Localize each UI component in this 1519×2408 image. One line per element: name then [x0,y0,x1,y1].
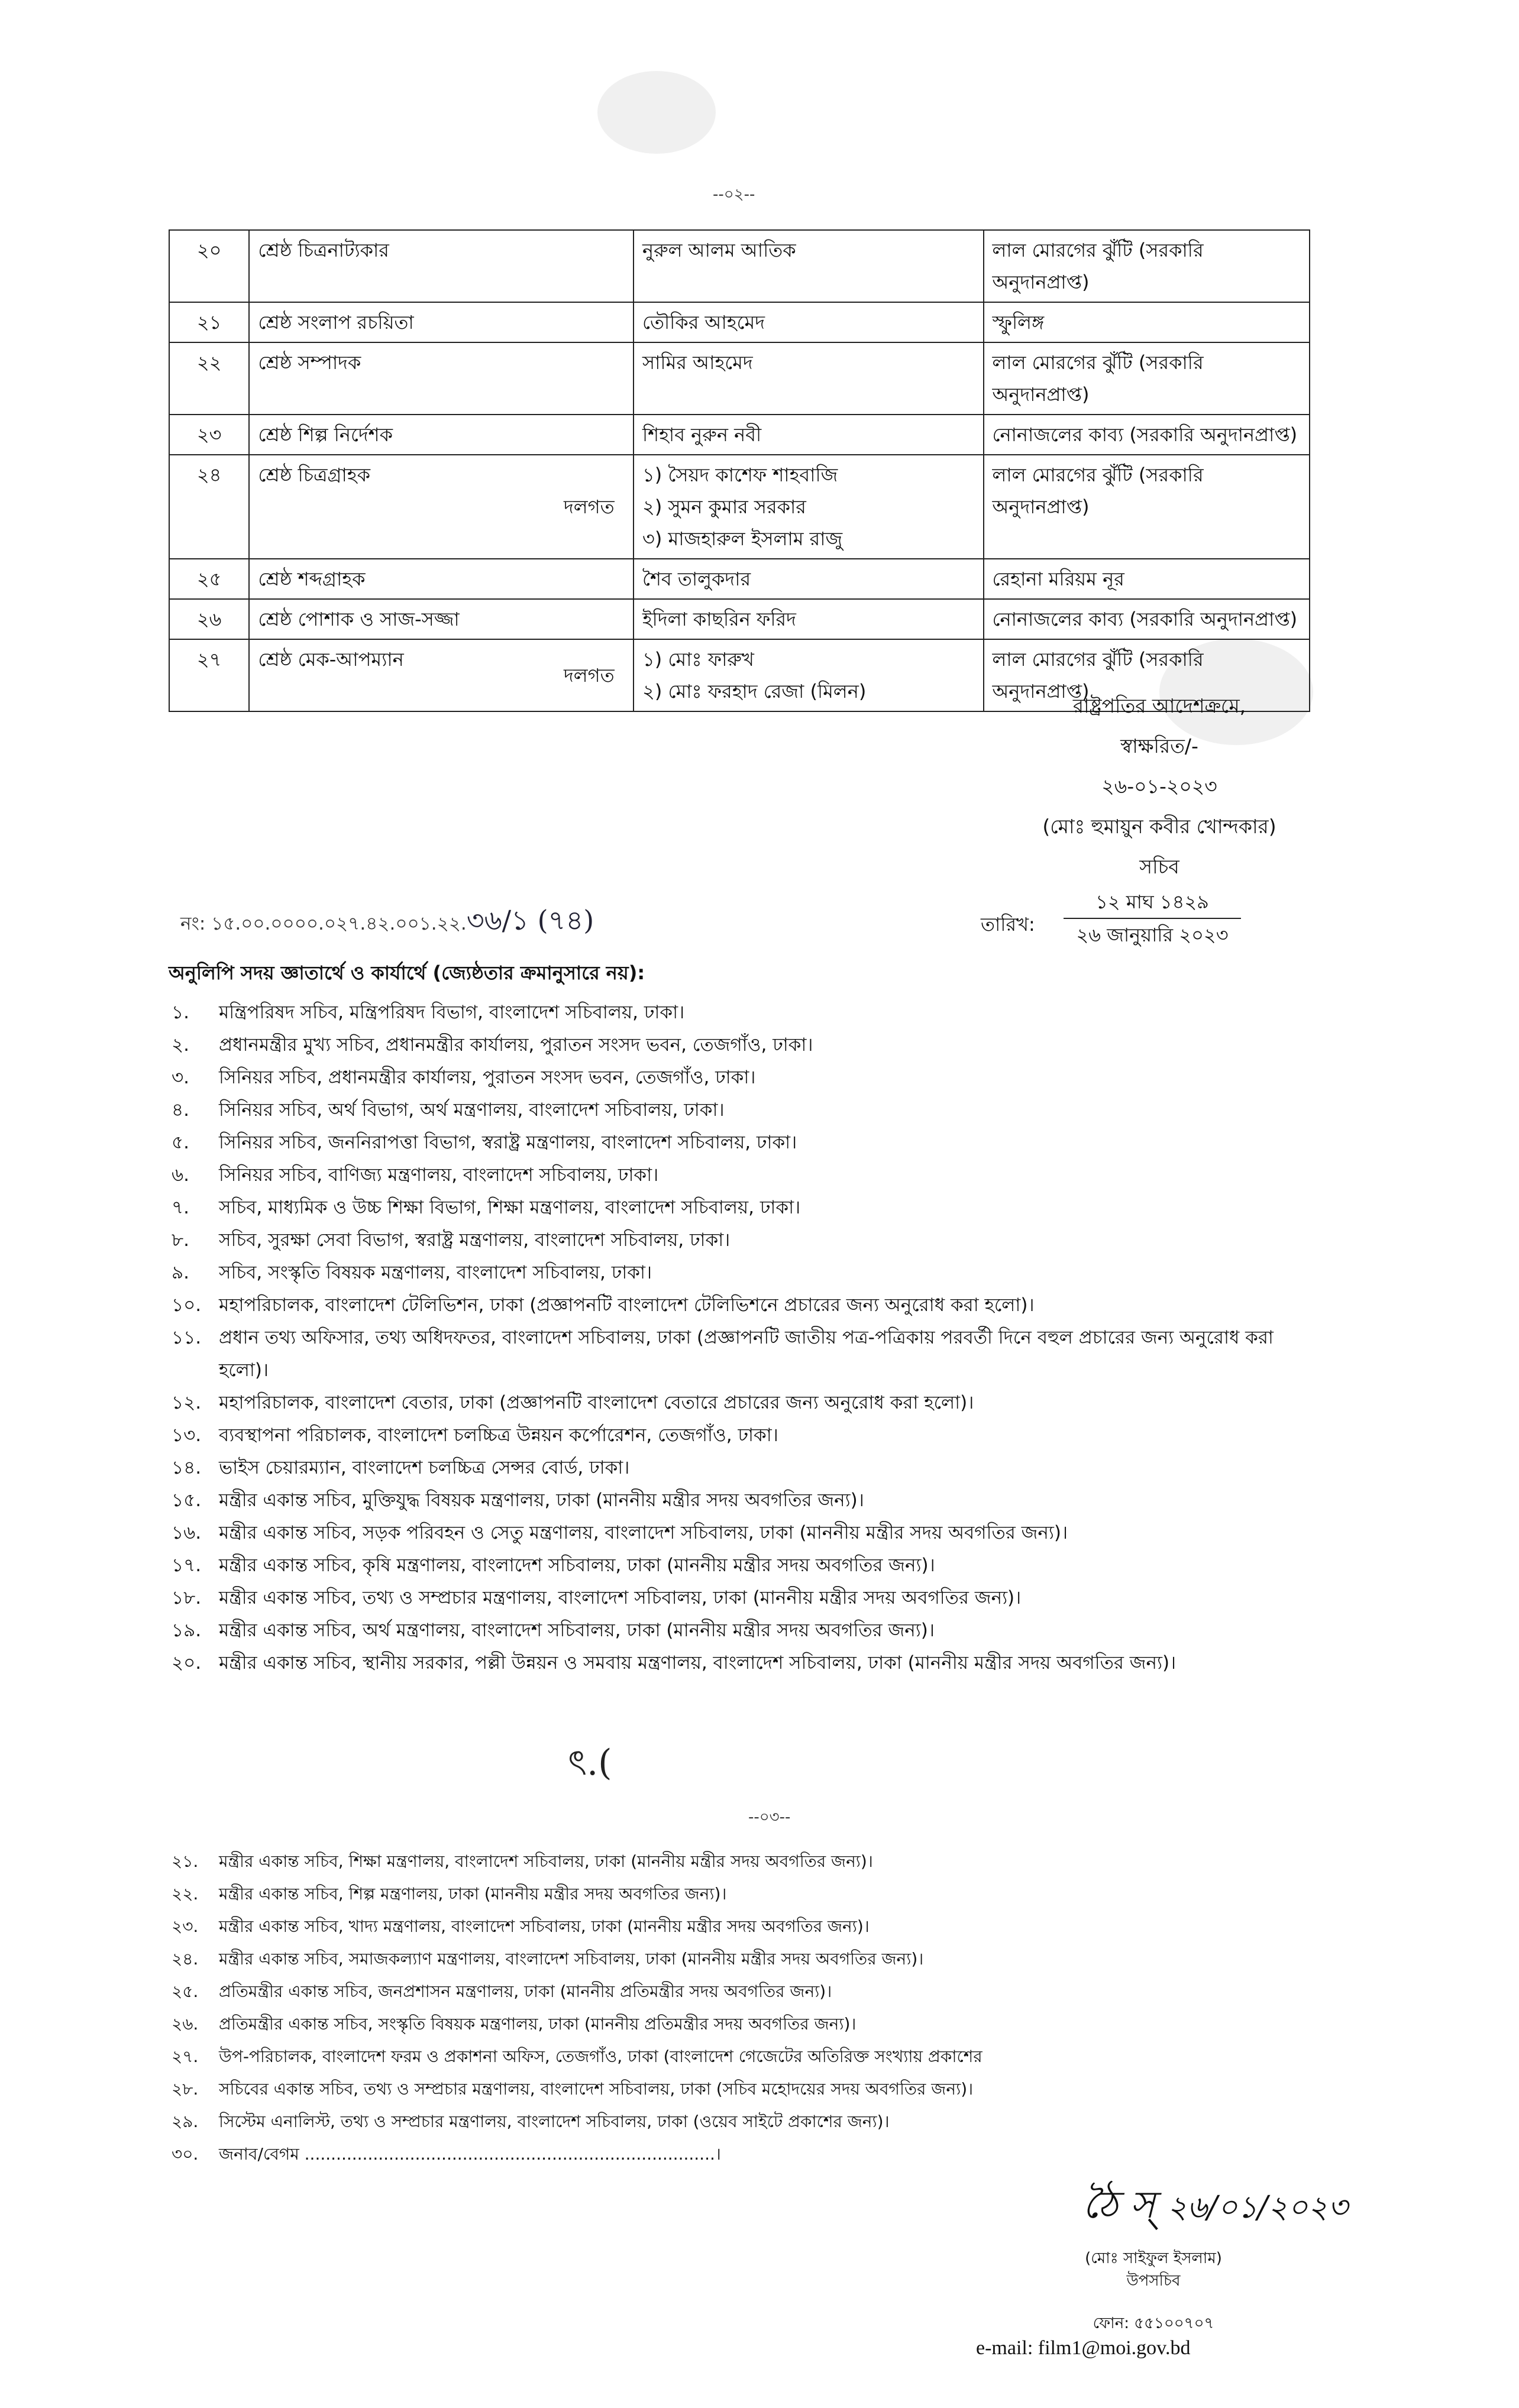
copy-list-item [172,1192,1325,1224]
winner-names [634,455,984,559]
copy-list-item [172,1289,1325,1322]
copy-item-text: উপ-পরিচালক, বাংলাদেশ ফরম ও প্রকাশনা অফিস, তেজগাঁও, ঢাকা (বাংলাদেশ গেজেটের অতিরিক্ত সংখ্যায় প্রকাশের [219,2047,982,2066]
copy-item-number: ৩. [172,1067,190,1088]
signed-note: স্বাক্ষরিত/- [1120,734,1198,758]
award-row [169,599,1310,639]
film-title: নোনাজলের কাব্য (সরকারি অনুদানপ্রাপ্ত) [984,415,1310,455]
copy-item-number: ২৬. [172,2014,199,2034]
award-row [169,559,1310,599]
award-row [169,415,1310,455]
copy-list-item [172,2105,1325,2138]
award-number: ২৪ [169,455,249,559]
copy-item-text: সচিবের একান্ত সচিব, তথ্য ও সম্প্রচার মন্ত্রণালয়, বাংলাদেশ সচিবালয়, ঢাকা (সচিব মহোদয়ের সদয় অবগতির জন্য)। [219,2079,974,2099]
copy-list-item [172,1094,1325,1127]
copy-item-number: ১৫. [172,1490,202,1511]
copy-item-text: ব্যবস্থাপনা পরিচালক, বাংলাদেশ চলচ্চিত্র উন্নয়ন কর্পোরেশন, তেজগাঁও, ঢাকা। [219,1425,778,1446]
memo-number-handwritten: ৩৬/১ (৭৪) [466,904,594,936]
copy-list-item [172,1975,1325,2008]
team-label [545,230,634,302]
copy-item-number: ১৬. [172,1522,202,1543]
copy-item-number: ১৮. [172,1587,202,1608]
copy-list-item [172,2073,1325,2105]
film-title: স্ফুলিঙ্গ [984,302,1310,342]
signatory-phone: ফোন: ৫৫১০০৭০৭ [1093,2315,1214,2332]
team-label [545,342,634,415]
copy-list-item [172,1322,1325,1387]
winner-name: ২) মোঃ ফরহাদ রেজা (মিলন) [642,680,867,703]
copy-item-number: ১৩. [172,1425,202,1446]
copy-list-item [172,1549,1325,1582]
copy-item-number: ১২. [172,1392,202,1413]
copy-list-item [172,996,1325,1029]
copy-item-number: ২৩. [172,1917,199,1936]
copy-item-text: মন্ত্রীর একান্ত সচিব, শিক্ষা মন্ত্রণালয়, বাংলাদেশ সচিবালয়, ঢাকা (মাননীয় মন্ত্রীর সদয় অবগতির জন্য)। [219,1852,873,1871]
winner-name: সামির আহমেদ [642,351,753,374]
copy-item-number: ৮. [172,1229,189,1251]
bangla-date: ১২ মাঘ ১৪২৯ [1064,886,1241,919]
copy-item-number: ১৪. [172,1457,202,1478]
copy-item-number: ২৪. [172,1949,199,1969]
copy-item-text: মন্ত্রিপরিষদ সচিব, মন্ত্রিপরিষদ বিভাগ, বাংলাদেশ সচিবালয়, ঢাকা। [219,1002,685,1023]
copy-item-text: সিনিয়র সচিব, জননিরাপত্তা বিভাগ, স্বরাষ্ট্র মন্ত্রণালয়, বাংলাদেশ সচিবালয়, ঢাকা। [219,1132,797,1153]
film-title: রেহানা মরিয়ম নূর [984,559,1310,599]
team-label [545,302,634,342]
copy-item-number: ৪. [172,1099,189,1121]
award-row [169,342,1310,415]
copy-list-item [172,1029,1325,1061]
page-number: --০৩-- [748,1808,791,1826]
award-number: ২৫ [169,559,249,599]
copy-item-number: ২. [172,1034,190,1056]
award-category: শ্রেষ্ঠ শব্দগ্রাহক [249,559,545,599]
copy-item-number: ৬. [172,1164,190,1186]
copy-item-text: প্রধানমন্ত্রীর মুখ্য সচিব, প্রধানমন্ত্রীর কার্যালয়, পুরাতন সংসদ ভবন, তেজগাঁও, ঢাকা। [219,1034,813,1056]
copy-item-text: প্রতিমন্ত্রীর একান্ত সচিব, জনপ্রশাসন মন্ত্রণালয়, ঢাকা (মাননীয় প্রতিমন্ত্রীর সদয় অবগতির জন্য)। [219,1982,832,2001]
copy-item-number: ২০. [172,1652,202,1674]
copy-list-item [172,2138,1325,2170]
award-category: শ্রেষ্ঠ সম্পাদক [249,342,545,415]
award-category: শ্রেষ্ঠ শিল্প নির্দেশক [249,415,545,455]
copy-item-text: জনাব/বেগম ..............................................................................। [219,2144,721,2164]
copy-item-text: মন্ত্রীর একান্ত সচিব, মুক্তিযুদ্ধ বিষয়ক মন্ত্রণালয়, ঢাকা (মাননীয় মন্ত্রীর সদয় অবগতির জন্য)। [219,1490,864,1511]
winner-names [634,230,984,302]
winner-name: শৈব তালুকদার [642,568,751,590]
signatory-title: উপসচিব [1126,2272,1181,2290]
copy-item-text: মন্ত্রীর একান্ত সচিব, অর্থ মন্ত্রণালয়, বাংলাদেশ সচিবালয়, ঢাকা (মাননীয় মন্ত্রীর সদয় অবগতির জন্য)। [219,1620,935,1641]
order-signature-block [1006,686,1313,887]
secretary-name: (মোঃ হুমায়ুন কবীর খোন্দকার) [1042,815,1276,838]
copy-item-number: ৩০. [172,2144,199,2164]
team-label [545,599,634,639]
copy-item-number: ১৯. [172,1620,202,1641]
copy-item-text: সিনিয়র সচিব, বাণিজ্য মন্ত্রণালয়, বাংলাদেশ সচিবালয়, ঢাকা। [219,1164,659,1186]
copy-item-text: প্রধান তথ্য অফিসার, তথ্য অধিদফতর, বাংলাদেশ সচিবালয়, ঢাকা (প্রজ্ঞাপনটি জাতীয় পত্র-পত্রিকায় পরবর্তী দিনে বহুল প্রচারের জন্য অনুরোধ করা হলো)। [219,1327,1274,1381]
winner-name: ১) মোঃ ফারুখ [642,648,754,671]
copy-list-item [172,1061,1325,1094]
winner-names [634,639,984,711]
copy-item-text: মন্ত্রীর একান্ত সচিব, শিল্প মন্ত্রণালয়, ঢাকা (মাননীয় মন্ত্রীর সদয় অবগতির জন্য)। [219,1884,727,1904]
copy-item-text: ভাইস চেয়ারম্যান, বাংলাদেশ চলচ্চিত্র সেন্সর বোর্ড, ঢাকা। [219,1457,630,1478]
copy-list-item [172,1943,1325,1975]
awards-table [169,229,1310,712]
copy-list-item [172,1159,1325,1192]
copy-heading: অনুলিপি সদয় জ্ঞাতার্থে ও কার্যার্থে (জ্যেষ্ঠতার ক্রমানুসারে নয়): [169,962,645,984]
winner-names [634,559,984,599]
winner-name: ২) সুমন কুমার সরকার [642,496,806,518]
english-date: ২৬ জানুয়ারি ২০২৩ [1076,924,1229,946]
copy-item-number: ২২. [172,1884,199,1904]
copy-list-item [172,1517,1325,1549]
copy-list-item [172,1878,1325,1910]
copy-item-number: ২৯. [172,2112,199,2131]
copy-item-number: ১৭. [172,1555,202,1576]
copy-list-item [172,1257,1325,1289]
copy-item-text: মন্ত্রীর একান্ত সচিব, খাদ্য মন্ত্রণালয়, বাংলাদেশ সচিবালয়, ঢাকা (মাননীয় মন্ত্রীর সদয় অবগতির জন্য)। [219,1917,870,1936]
copy-item-text: মন্ত্রীর একান্ত সচিব, তথ্য ও সম্প্রচার মন্ত্রণালয়, বাংলাদেশ সচিবালয়, ঢাকা (মাননীয় মন্ত্রীর সদয় অবগতির জন্য)। [219,1587,1022,1608]
copy-list-item [172,2040,1325,2073]
copy-item-text: মন্ত্রীর একান্ত সচিব, সড়ক পরিবহন ও সেতু মন্ত্রণালয়, বাংলাদেশ সচিবালয়, ঢাকা (মাননীয় মন্ত্রীর সদয় অবগতির জন্য)। [219,1522,1068,1543]
winner-name: শিহাব নুরুন নবী [642,423,762,446]
winner-names [634,302,984,342]
copy-item-number: ২৮. [172,2079,199,2099]
copy-item-text: সিনিয়র সচিব, প্রধানমন্ত্রীর কার্যালয়, পুরাতন সংসদ ভবন, তেজগাঁও, ঢাকা। [219,1067,756,1088]
copy-list-item [172,1224,1325,1257]
signatory-block [1017,2247,1289,2335]
team-label: দলগত [545,455,634,559]
copy-item-text: মন্ত্রীর একান্ত সচিব, কৃষি মন্ত্রণালয়, বাংলাদেশ সচিবালয়, ঢাকা (মাননীয় মন্ত্রীর সদয় অবগতির জন্য)। [219,1555,935,1576]
signatory-name: (মোঃ সাইফুল ইসলাম) [1085,2250,1222,2267]
copy-item-text: সিস্টেম এনালিস্ট, তথ্য ও সম্প্রচার মন্ত্রণালয়, বাংলাদেশ সচিবালয়, ঢাকা (ওয়েব সাইটে প্রকাশের জন্য)। [219,2112,890,2131]
copy-item-text: সচিব, মাধ্যমিক ও উচ্চ শিক্ষা বিভাগ, শিক্ষা মন্ত্রণালয়, বাংলাদেশ সচিবালয়, ঢাকা। [219,1197,801,1218]
award-category: শ্রেষ্ঠ চিত্রনাট্যকার [249,230,545,302]
copy-item-number: ২৭. [172,2047,199,2066]
scan-smudge [597,71,716,154]
team-label [545,415,634,455]
copy-item-text: মহাপরিচালক, বাংলাদেশ বেতার, ঢাকা (প্রজ্ঞাপনটি বাংলাদেশ বেতারে প্রচারের জন্য অনুরোধ করা হলো)। [219,1392,974,1413]
copy-item-number: ১০. [172,1294,202,1316]
copy-item-number: ২১. [172,1852,199,1871]
secretary-title: সচিব [1139,855,1179,878]
date-label: তারিখ: [981,913,1035,936]
copy-item-text: মন্ত্রীর একান্ত সচিব, সমাজকল্যাণ মন্ত্রণালয়, বাংলাদেশ সচিবালয়, ঢাকা (মাননীয় মন্ত্রীর সদয় অবগতির জন্য)। [219,1949,924,1969]
copy-item-number: ১১. [172,1327,202,1348]
winner-names [634,599,984,639]
winner-name: ইদিলা কাছরিন ফরিদ [642,608,796,630]
film-title: লাল মোরগের ঝুঁটি (সরকারি অনুদানপ্রাপ্ত) [984,230,1310,302]
handwritten-signature: ঠৈ স্ ২৬/০১/২০২৩ [1082,2183,1348,2227]
copy-item-number: ৫. [172,1132,189,1153]
film-title: লাল মোরগের ঝুঁটি (সরকারি অনুদানপ্রাপ্ত) [984,455,1310,559]
film-title: লাল মোরগের ঝুঁটি (সরকারি অনুদানপ্রাপ্ত) [984,639,1310,711]
award-row [169,230,1310,302]
copy-item-text: মহাপরিচালক, বাংলাদেশ টেলিভিশন, ঢাকা (প্রজ্ঞাপনটি বাংলাদেশ টেলিভিশনে প্রচারের জন্য অনুরোধ করা হলো)। [219,1294,1035,1316]
copy-list-item [172,1419,1325,1452]
award-number: ২৬ [169,599,249,639]
award-number: ২২ [169,342,249,415]
film-title: নোনাজলের কাব্য (সরকারি অনুদানপ্রাপ্ত) [984,599,1310,639]
winner-names [634,342,984,415]
memo-number [180,900,594,945]
copy-list-item [172,1127,1325,1159]
copy-list [172,996,1325,1679]
copy-list-item [172,1452,1325,1484]
winner-name: ৩) মাজহারুল ইসলাম রাজু [642,527,843,550]
signatory-email: e-mail: film1@moi.gov.bd [976,2337,1191,2359]
copy-item-text: সচিব, সংস্কৃতি বিষয়ক মন্ত্রণালয়, বাংলাদেশ সচিবালয়, ঢাকা। [219,1262,652,1283]
award-number: ২৩ [169,415,249,455]
copy-list-item [172,1484,1325,1517]
copy-list-item [172,1582,1325,1614]
winner-name: নুরুল আলম আতিক [642,239,796,261]
award-category: শ্রেষ্ঠ চিত্রগ্রাহক [249,455,545,559]
copy-list-continued [172,1845,1325,2170]
copy-list-item [172,1910,1325,1943]
copy-list-item [172,1845,1325,1878]
award-number: ২১ [169,302,249,342]
memo-number-printed: নং: ১৫.০০.০০০০.০২৭.৪২.০০১.২২. [180,913,467,934]
order-date: ২৬-০১-২০২৩ [1101,775,1217,798]
copy-item-number: ৭. [172,1197,190,1218]
copy-list-item [172,2008,1325,2040]
winner-name: তৌকির আহমেদ [642,311,765,334]
winner-name: ১) সৈয়দ কাশেফ শাহবাজি [642,464,838,486]
award-number: ২৭ [169,639,249,711]
film-title: লাল মোরগের ঝুঁটি (সরকারি অনুদানপ্রাপ্ত) [984,342,1310,415]
copy-list-item [172,1647,1325,1679]
award-number: ২০ [169,230,249,302]
winner-names [634,415,984,455]
award-category: শ্রেষ্ঠ মেক-আপম্যান [249,639,545,711]
copy-list-item [172,1387,1325,1419]
team-label [545,559,634,599]
team-label: দলগত [545,639,634,711]
copy-item-text: মন্ত্রীর একান্ত সচিব, স্থানীয় সরকার, পল্লী উন্নয়ন ও সমবায় মন্ত্রণালয়, বাংলাদেশ সচিবালয়, ঢাকা (মাননীয় মন্ত্রীর সদয় অবগতির জন্য)। [219,1652,1177,1674]
award-category: শ্রেষ্ঠ পোশাক ও সাজ-সজ্জা [249,599,545,639]
award-row [169,455,1310,559]
award-category: শ্রেষ্ঠ সংলাপ রচয়িতা [249,302,545,342]
copy-item-text: সচিব, সুরক্ষা সেবা বিভাগ, স্বরাষ্ট্র মন্ত্রণালয়, বাংলাদেশ সচিবালয়, ঢাকা। [219,1229,731,1251]
copy-list-item [172,1614,1325,1647]
page-number: --০২-- [713,186,755,203]
order-line: রাষ্ট্রপতির আদেশক্রমে, [1072,694,1246,717]
copy-item-number: ২৫. [172,1982,199,2001]
copy-item-text: সিনিয়র সচিব, অর্থ বিভাগ, অর্থ মন্ত্রণালয়, বাংলাদেশ সচিবালয়, ঢাকা। [219,1099,725,1121]
copy-item-number: ১. [172,1002,189,1023]
award-row [169,302,1310,342]
copy-item-text: প্রতিমন্ত্রীর একান্ত সচিব, সংস্কৃতি বিষয়ক মন্ত্রণালয়, ঢাকা (মাননীয় প্রতিমন্ত্রীর সদয় অবগতির জন্য)। [219,2014,857,2034]
handwritten-initial: ৎ.( [568,1742,612,1784]
copy-item-number: ৯. [172,1262,189,1283]
